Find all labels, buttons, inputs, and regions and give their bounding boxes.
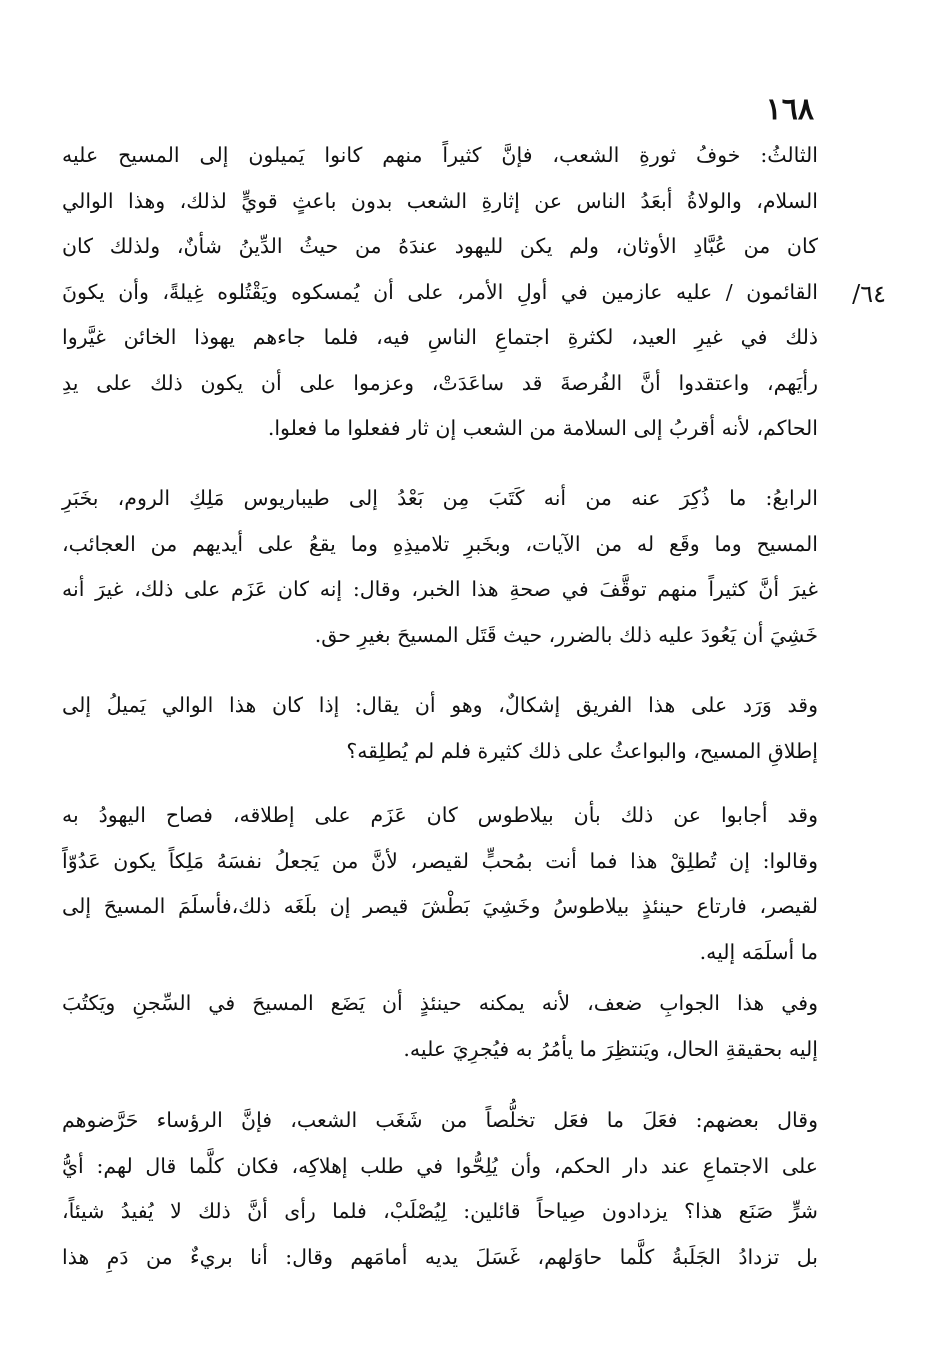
paragraph-third-reason xyxy=(62,133,818,452)
text-line: وقد أجابوا عن ذلك بأن بيلاطوس كان عَزَم على إطلاقه، فصاح اليهودُ به xyxy=(62,803,818,827)
paragraph-fourth-reason xyxy=(62,476,818,658)
paragraph-objection xyxy=(62,683,818,774)
text-line: السلام، والولاةُ أبعَدُ الناس عن إثارةِ الشعب بدون باعثٍ قويٍّ لذلك، وهذا الوالي xyxy=(62,188,818,213)
text-line: بل تزدادُ الجَلَبةُ كلَّما حاوَلهم، غَسَلَ يديه أمامَهم وقال: أنا بريءٌ من دَمِ هذا xyxy=(62,1244,818,1269)
text-line: شرٍّ صَنَع هذا؟ يزدادون صِياحاً قائلين: لِيُصْلَبْ، فلما رأى أنَّ ذلك لا يُفيدُ شيئاً، xyxy=(62,1199,818,1223)
text-line: ذلك في غيرِ العيد، لكثرةِ اجتماعِ الناسِ فيه، فلما جاءهم يهوذا الخائن غيَّروا xyxy=(62,325,818,349)
text-line: رأيَهم، واعتقدوا أنَّ الفُرصةَ قد ساعَدَتْ، وعزموا على أن يكون ذلك على يدِ xyxy=(62,370,818,395)
text-line: الرابعُ: ما ذُكِرَ عنه من أنه كَتَبَ مِن بَعْدُ إلى طيباريوس مَلِكِ الروم، بخَبَرِ xyxy=(62,486,818,510)
text-line: القائمون / عليه عازمين في أولِ الأمر، على أن يُمسكوه ويَقْتُلوه غِيلةً، وأن يكونَ xyxy=(62,279,818,304)
text-line: الثالثُ: خوفُ ثورةِ الشعب، فإنَّ كثيراً منهم كانوا يَميلون إلى المسيح عليه xyxy=(62,143,818,167)
text-line: كان من عُبَّادِ الأوثان، ولم يكن لليهود عندَهُ من حيثُ الدِّينُ شأنٌ، ولذلك كان xyxy=(62,234,818,258)
text-line: إطلاقِ المسيح، والبواعثُ على ذلك كثيرة فلم لم يُطلِقه؟ xyxy=(346,738,818,763)
text-line: لقيصر، فارتاع حينئذٍ بيلاطوسُ وخَشِيَ بَطْشَ قيصر إن بلَغَه ذلك،فأسلَمَ المسيحَ إلى xyxy=(62,894,818,918)
text-line: وقد وَرَد على هذا الفريق إشكالٌ، وهو أن يقال: إذا كان هذا الوالي يَميلُ إلى xyxy=(62,693,818,717)
text-line: إليه بحقيقةِ الحال، ويَنتظِرَ ما يأمُرُ به فيُجرِيَ عليه. xyxy=(403,1036,818,1061)
text-line: خَشِيَ أن يَعُودَ عليه ذلك بالضرر، حيث قَتَل المسيحَ بغيرِ حق. xyxy=(314,622,818,647)
paragraph-answer xyxy=(62,793,818,975)
text-line: على الاجتماعِ عند دار الحكم، وأن يُلِحُّوا في طلب إهلاكِه، فكان كلَّما قال لهم: أيُّ xyxy=(62,1153,818,1178)
text-line: وقال بعضهم: فعَلَ ما فعَل تخلُّصاً من شَغَب الشعب، فإنَّ الرؤساء حَرَّضوهم xyxy=(62,1108,818,1132)
margin-page-reference: ٦٤/ xyxy=(852,280,886,308)
text-line: ما أسلَمَه إليه. xyxy=(699,939,818,964)
paragraph-weakness xyxy=(62,981,818,1072)
text-line: وقالوا: إن تُطلِقْ هذا فما أنت بمُحبٍّ لقيصر، لأنَّ من يَجعلُ نفسَهُ مَلِكاً يكون عَدُوّاً xyxy=(62,848,818,873)
text-line: الحاكم، لأنه أقربُ إلى السلامة من الشعب إن ثار ففعلوا ما فعلوا. xyxy=(267,416,818,440)
page-number: ١٦٨ xyxy=(765,92,814,127)
text-line: وفي هذا الجوابِ ضعف، لأنه يمكنه حينئذٍ أن يَضَع المسيحَ في السِّجنِ ويَكتُبَ xyxy=(62,991,818,1015)
paragraph-others-said xyxy=(62,1098,818,1280)
text-line: غيرَ أنَّ كثيراً منهم توقَّفَ في صحةِ هذا الخبر، وقال: إنه كان عَزَم على ذلك، غيرَ أنه xyxy=(62,577,818,601)
text-line: المسيح وما وقَع له من الآيات، وبخَبرِ تلاميذِهِ وما يقعُ على أيديهم من العجائب، xyxy=(62,531,818,556)
